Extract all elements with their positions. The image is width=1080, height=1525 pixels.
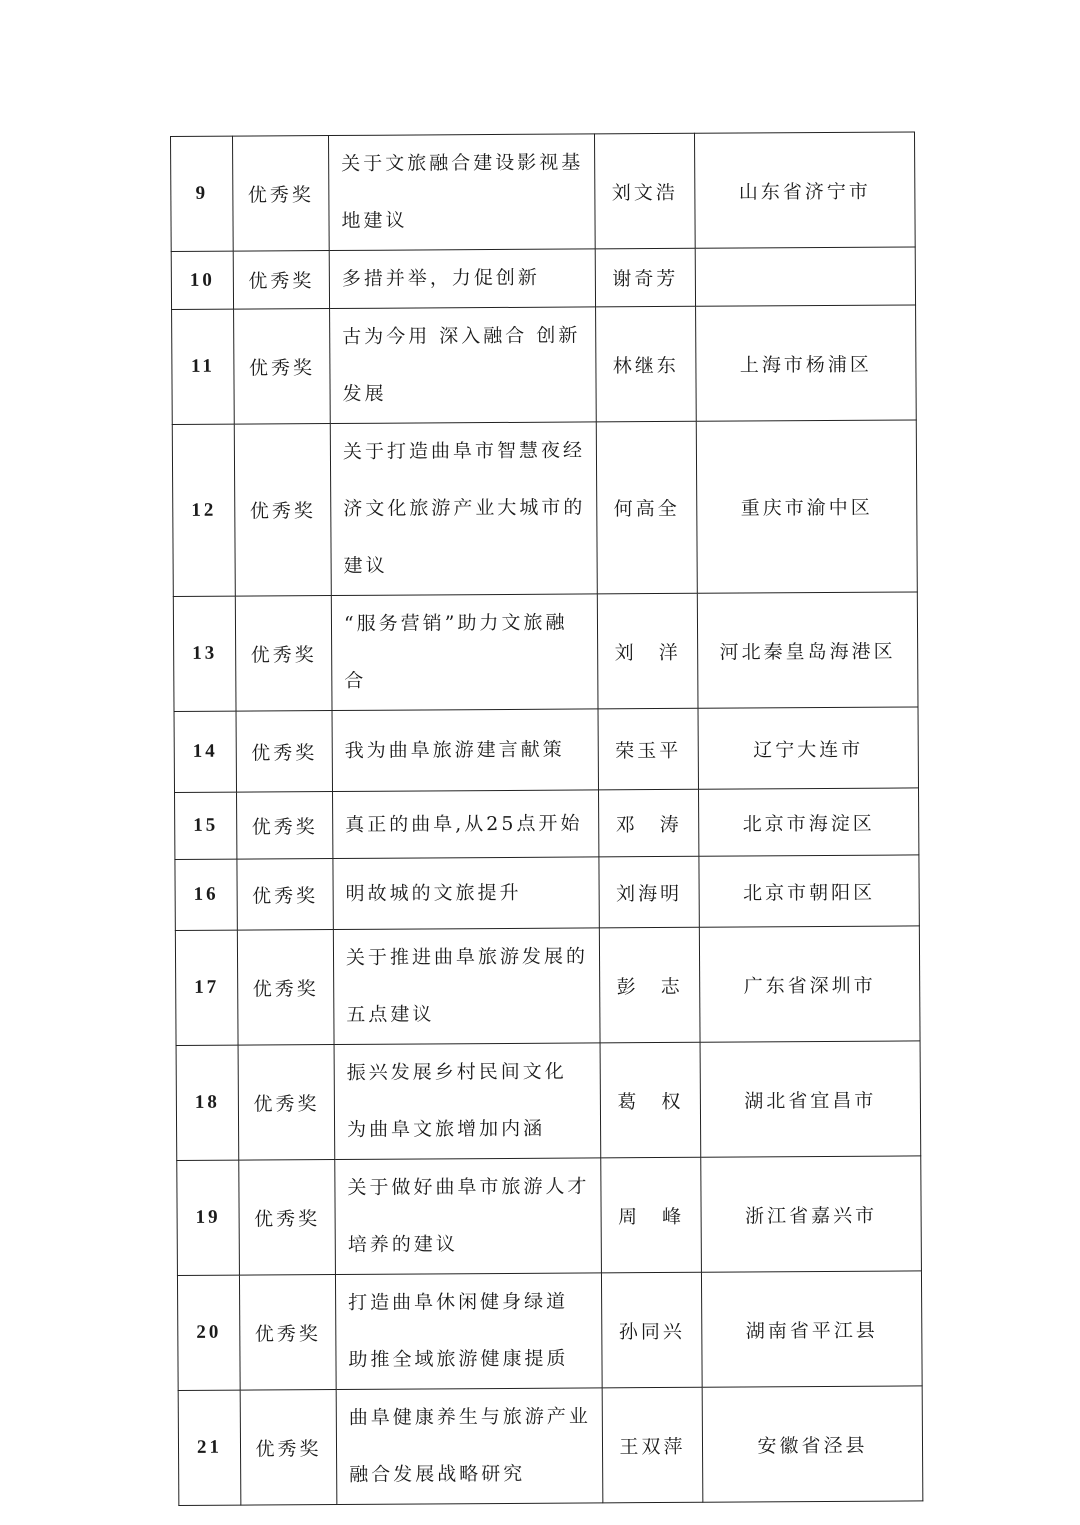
name-cell: 林继东 <box>596 306 697 422</box>
title-cell: 打造曲阜休闲健身绿道 助推全域旅游健康提质 <box>335 1273 602 1390</box>
title-cell: 古为今用 深入融合 创新发展 <box>330 307 597 424</box>
award-cell: 优秀奖 <box>234 309 331 425</box>
table-row <box>177 1271 922 1391</box>
row-number-cell: 11 <box>172 309 235 424</box>
row-number-cell: 12 <box>172 424 235 596</box>
row-number-cell: 14 <box>174 711 236 792</box>
table-row <box>172 305 917 425</box>
name-cell: 刘海明 <box>599 856 699 928</box>
name-cell: 荣玉平 <box>598 708 698 790</box>
row-number-cell: 16 <box>175 859 237 930</box>
row-number-cell: 13 <box>173 596 236 711</box>
table-row <box>175 855 919 931</box>
table-row <box>173 592 918 712</box>
name-cell: 刘 洋 <box>597 593 698 709</box>
award-cell: 优秀奖 <box>237 930 334 1046</box>
region-cell: 辽宁大连市 <box>698 707 918 789</box>
region-cell: 重庆市渝中区 <box>696 420 917 593</box>
row-number-cell: 17 <box>175 930 238 1045</box>
name-cell: 周 峰 <box>601 1157 702 1273</box>
region-cell: 上海市杨浦区 <box>696 305 917 421</box>
title-cell: 关于文旅融合建设影视基地建议 <box>329 134 596 251</box>
row-number-cell: 9 <box>171 136 234 251</box>
title-cell: 我为曲阜旅游建言献策 <box>332 709 598 792</box>
region-cell: 山东省济宁市 <box>694 132 915 248</box>
table-row <box>176 1041 921 1161</box>
region-cell: 广东省深圳市 <box>699 926 920 1042</box>
award-cell: 优秀奖 <box>237 859 333 931</box>
awards-table-body <box>171 132 923 1506</box>
name-cell: 王双萍 <box>602 1387 703 1503</box>
region-cell: 北京市海淀区 <box>699 788 919 856</box>
title-cell: 关于打造曲阜市智慧夜经济文化旅游产业大城市的建议 <box>330 422 597 596</box>
award-cell: 优秀奖 <box>233 136 330 252</box>
region-cell: 浙江省嘉兴市 <box>701 1156 922 1272</box>
table-row <box>174 707 918 793</box>
title-cell: 多措并举，力促创新 <box>329 249 595 309</box>
row-number-cell: 18 <box>176 1045 239 1160</box>
title-cell: 明故城的文旅提升 <box>333 857 599 930</box>
name-cell: 谢奇芳 <box>595 248 695 307</box>
row-number-cell: 19 <box>177 1160 240 1275</box>
table-row <box>175 926 920 1046</box>
award-cell: 优秀奖 <box>238 1045 335 1161</box>
name-cell: 孙同兴 <box>601 1272 702 1388</box>
award-cell: 优秀奖 <box>236 711 332 793</box>
table-row <box>177 1156 922 1276</box>
title-cell: 关于推进曲阜旅游发展的五点建议 <box>333 928 600 1045</box>
award-cell: 优秀奖 <box>240 1390 337 1506</box>
name-cell: 葛 权 <box>600 1042 701 1158</box>
name-cell: 刘文浩 <box>594 133 695 249</box>
title-cell: 关于做好曲阜市旅游人才培养的建议 <box>335 1158 602 1275</box>
award-cell: 优秀奖 <box>237 792 333 860</box>
title-cell: 曲阜健康养生与旅游产业融合发展战略研究 <box>336 1388 603 1505</box>
award-cell: 优秀奖 <box>233 251 329 310</box>
region-cell <box>695 247 915 306</box>
title-cell: 振兴发展乡村民间文化 为曲阜文旅增加内涵 <box>334 1043 601 1160</box>
name-cell: 何高全 <box>596 421 697 594</box>
region-cell: 湖北省宜昌市 <box>700 1041 921 1157</box>
row-number-cell: 20 <box>177 1275 240 1390</box>
name-cell: 彭 志 <box>599 927 700 1043</box>
table-row <box>171 247 915 310</box>
name-cell: 邓 涛 <box>599 789 699 857</box>
title-cell: “服务营销”助力文旅融合 <box>331 594 598 711</box>
region-cell: 安徽省泾县 <box>702 1386 923 1502</box>
row-number-cell: 10 <box>171 251 233 309</box>
region-cell: 北京市朝阳区 <box>699 855 919 927</box>
award-cell: 优秀奖 <box>235 596 332 712</box>
awards-table <box>170 131 923 1506</box>
table-row <box>171 132 916 252</box>
award-cell: 优秀奖 <box>239 1160 336 1276</box>
row-number-cell: 21 <box>178 1390 241 1505</box>
region-cell: 河北秦皇岛海港区 <box>697 592 918 708</box>
table-row <box>175 788 919 860</box>
award-cell: 优秀奖 <box>234 424 331 597</box>
award-cell: 优秀奖 <box>239 1275 336 1391</box>
table-row <box>178 1386 923 1506</box>
region-cell: 湖南省平江县 <box>701 1271 922 1387</box>
row-number-cell: 15 <box>175 792 237 859</box>
title-cell: 真正的曲阜,从25点开始 <box>333 790 599 859</box>
table-row <box>172 420 917 597</box>
